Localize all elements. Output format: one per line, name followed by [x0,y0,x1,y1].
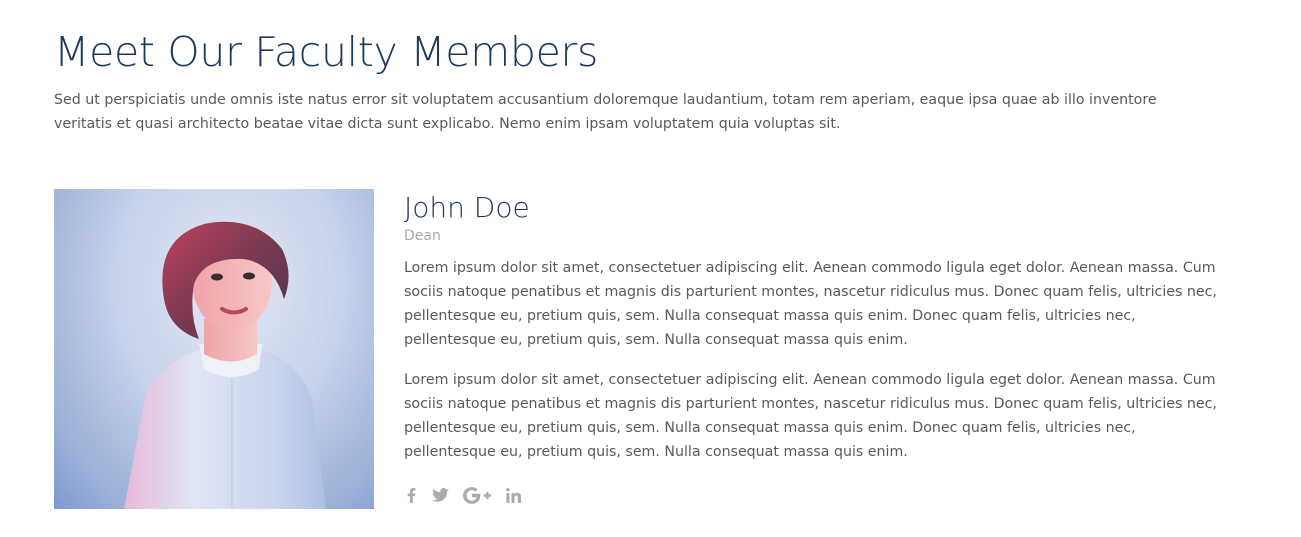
intro-text: Sed ut perspiciatis unde omnis iste natus error sit voluptatem accusantium doloremque laudantium, totam rem aperiam, eaque ipsa quae ab illo inventore veritatis et quasi architecto beatae vitae dicta sunt explicabo. Nemo enim ipsam voluptatem quia voluptas sit. [54,92,1157,132]
member-role: Dean [404,228,441,244]
google-plus-link[interactable] [462,483,492,507]
faculty-member-card [54,189,1234,509]
twitter-link[interactable] [430,483,450,507]
member-bio-paragraph: Lorem ipsum dolor sit amet, consectetuer adipiscing elit. Aenean commodo ligula eget dolor. Aenean massa. Cum sociis natoque penatibus et magnis dis parturient montes, nascetur ridiculus mus. Donec quam felis, ultricies nec, pellentesque eu, pretium quis, sem. Nulla consequat massa quis enim. Donec quam felis, ultricies nec, pellentesque eu, pretium quis, sem. Nulla consequat massa quis enim. [404,372,1217,460]
facebook-link[interactable] [404,483,418,507]
facebook-icon [407,488,416,503]
member-name: John Doe [404,191,530,224]
twitter-icon [432,488,449,502]
page-title: Meet Our Faculty Members [54,28,599,76]
member-photo [54,189,374,509]
member-bio-paragraph: Lorem ipsum dolor sit amet, consectetuer adipiscing elit. Aenean commodo ligula eget dolor. Aenean massa. Cum sociis natoque penatibus et magnis dis parturient montes, nascetur ridiculus mus. Donec quam felis, ultricies nec, pellentesque eu, pretium quis, sem. Nulla consequat massa quis enim. Donec quam felis, ultricies nec, pellentesque eu, pretium quis, sem. Nulla consequat massa quis enim. [404,260,1217,348]
social-links [404,483,534,507]
linkedin-icon [506,488,521,503]
linkedin-link[interactable] [504,483,522,507]
portrait-illustration [54,189,374,509]
google-plus-icon [463,487,491,504]
